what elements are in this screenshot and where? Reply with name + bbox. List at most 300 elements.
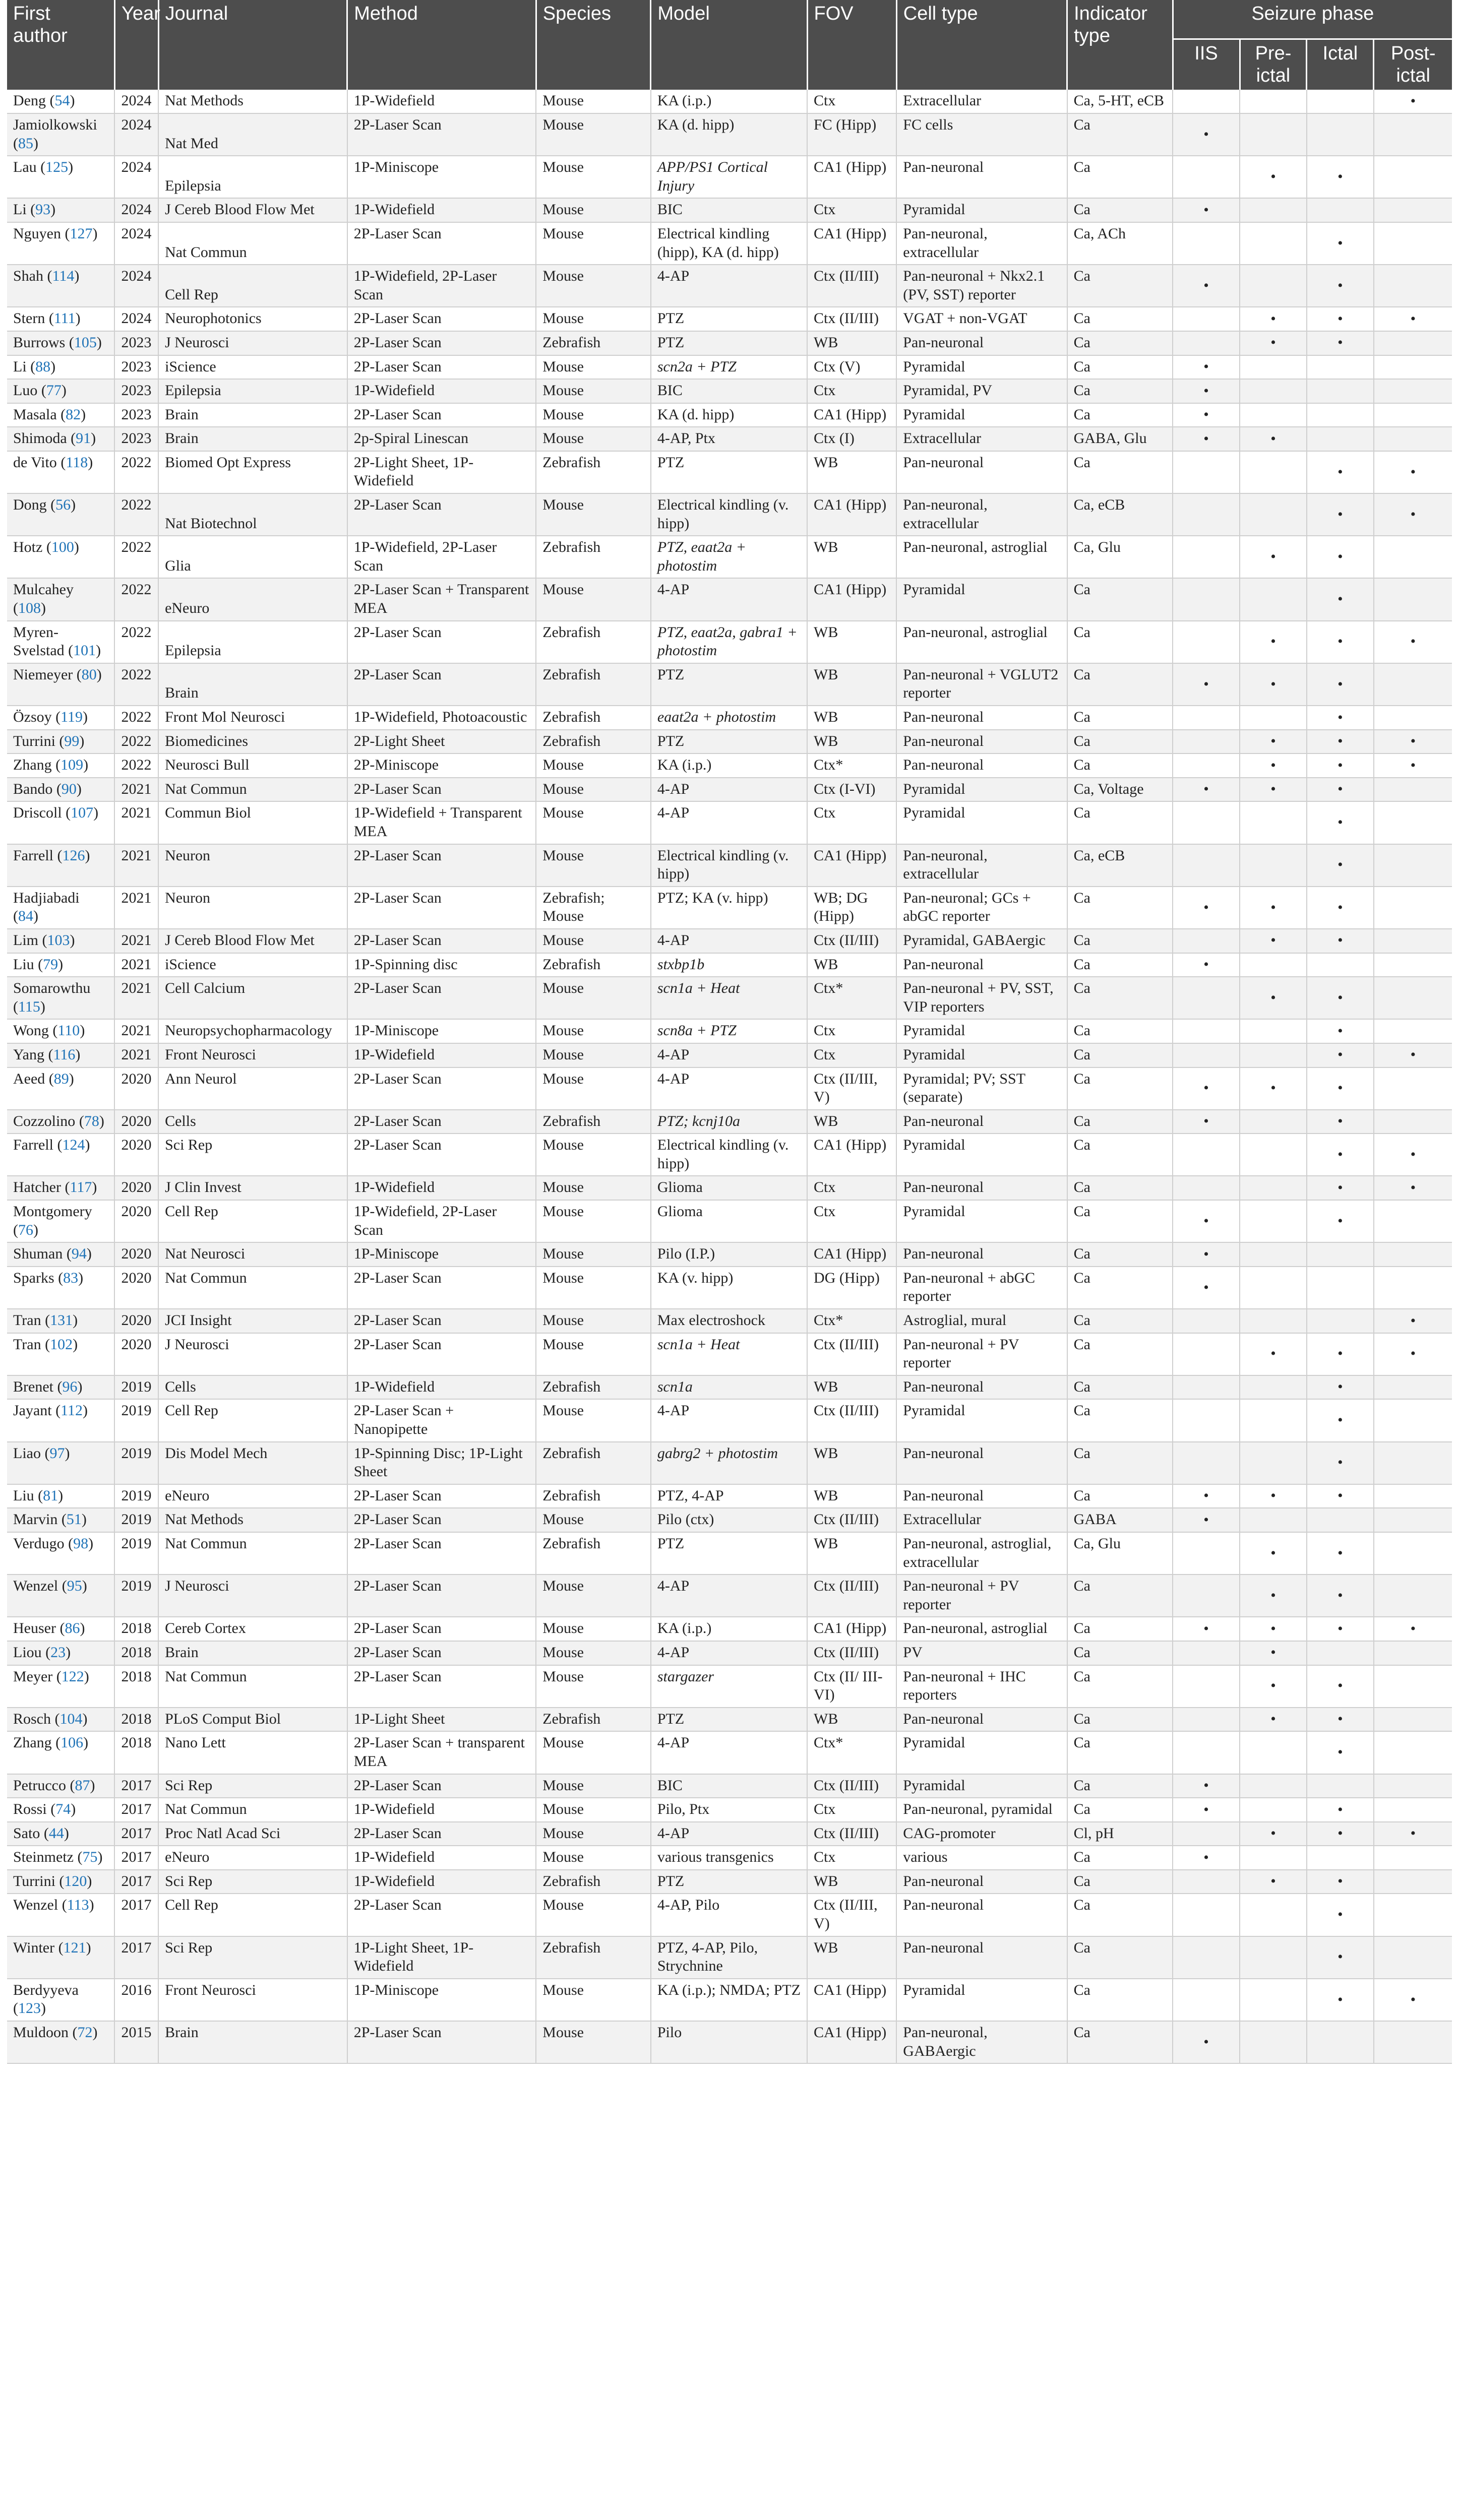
ref-close: ) xyxy=(58,1487,64,1504)
ref-close: ) xyxy=(84,1668,89,1685)
cell-indicator: Ca xyxy=(1067,355,1173,380)
header-cell-type: Cell type xyxy=(896,0,1067,90)
cell-journal: Cell Rep xyxy=(158,1399,347,1441)
reference-link[interactable]: 109 xyxy=(60,757,84,774)
cell-journal: Nat Methods xyxy=(158,90,347,113)
cell-year: 2017 xyxy=(114,1774,158,1798)
reference-link[interactable]: 113 xyxy=(67,1897,89,1914)
cell-method: 1P-Widefield, 2P-Laser Scan xyxy=(347,1200,536,1242)
cell-ictal: • xyxy=(1307,1617,1374,1641)
cell-ictal xyxy=(1307,427,1374,451)
cell-cell-type: Pan-neuronal xyxy=(896,706,1067,730)
reference-link[interactable]: 85 xyxy=(18,135,33,152)
cell-method: 2P-Laser Scan xyxy=(347,1822,536,1846)
cell-method: 2P-Laser Scan xyxy=(347,1574,536,1617)
reference-link[interactable]: 127 xyxy=(70,225,93,242)
author-name: Deng xyxy=(13,92,46,109)
cell-indicator: Ca xyxy=(1067,1574,1173,1617)
reference-link[interactable]: 131 xyxy=(50,1312,73,1329)
reference-link[interactable]: 102 xyxy=(50,1336,73,1353)
reference-link[interactable]: 124 xyxy=(62,1137,85,1154)
table-row xyxy=(7,451,1452,493)
cell-postictal xyxy=(1374,663,1452,706)
cell-model: eaat2a + photostim xyxy=(651,706,807,730)
cell-year: 2020 xyxy=(114,1309,158,1333)
cell-model: KA (d. hipp) xyxy=(651,403,807,427)
cell-preictal xyxy=(1240,1508,1307,1532)
ref-open: ( xyxy=(67,430,76,447)
author-name: Dong xyxy=(13,496,47,514)
cell-species: Mouse xyxy=(536,1574,651,1617)
cell-author xyxy=(7,621,114,663)
reference-link[interactable]: 91 xyxy=(76,430,91,447)
cell-model: PTZ xyxy=(651,663,807,706)
reference-link[interactable]: 72 xyxy=(77,2024,93,2041)
cell-journal: Nat Methods xyxy=(158,1508,347,1532)
cell-model: 4-AP xyxy=(651,801,807,844)
cell-model: Pilo (I.P.) xyxy=(651,1242,807,1267)
table-row xyxy=(7,730,1452,754)
reference-link[interactable]: 54 xyxy=(54,92,70,109)
cell-author xyxy=(7,1508,114,1532)
cell-postictal: • xyxy=(1374,1979,1452,2021)
cell-indicator: Ca xyxy=(1067,1708,1173,1732)
cell-cell-type: Extracellular xyxy=(896,427,1067,451)
cell-indicator: Ca xyxy=(1067,953,1173,977)
reference-link[interactable]: 75 xyxy=(82,1849,98,1866)
cell-fov: CA1 (Hipp) xyxy=(807,578,896,620)
cell-postictal xyxy=(1374,1508,1452,1532)
cell-journal: Brain xyxy=(158,1641,347,1665)
author-name: Liu xyxy=(13,956,34,973)
cell-model: PTZ, eaat2a + photostim xyxy=(651,536,807,578)
cell-species: Mouse xyxy=(536,753,651,778)
reference-link[interactable]: 107 xyxy=(71,804,94,822)
cell-preictal xyxy=(1240,1176,1307,1200)
author-name: Zhang xyxy=(13,1734,52,1751)
cell-cell-type: Pan-neuronal; GCs + abGC reporter xyxy=(896,887,1067,929)
ref-close: ) xyxy=(82,1578,87,1595)
cell-journal: Cells xyxy=(158,1375,347,1400)
cell-iis xyxy=(1173,331,1240,355)
reference-link[interactable]: 77 xyxy=(46,382,62,399)
cell-author xyxy=(7,1200,114,1242)
cell-indicator: Ca xyxy=(1067,578,1173,620)
cell-postictal: • xyxy=(1374,307,1452,331)
cell-postictal xyxy=(1374,778,1452,802)
ref-close: ) xyxy=(50,358,56,375)
table-row xyxy=(7,578,1452,620)
reference-link[interactable]: 115 xyxy=(18,998,40,1015)
cell-species: Mouse xyxy=(536,1979,651,2021)
cell-indicator: Ca xyxy=(1067,1267,1173,1309)
cell-species: Zebrafish xyxy=(536,706,651,730)
cell-postictal xyxy=(1374,1067,1452,1110)
cell-method: 2P-Laser Scan xyxy=(347,1333,536,1375)
cell-author xyxy=(7,1894,114,1936)
reference-link[interactable]: 106 xyxy=(60,1734,84,1751)
ref-open: ( xyxy=(64,1535,74,1552)
cell-journal: Epilepsia xyxy=(158,379,347,403)
reference-link[interactable]: 82 xyxy=(66,406,81,423)
reference-link[interactable]: 112 xyxy=(60,1402,83,1419)
cell-model: PTZ; kcnj10a xyxy=(651,1110,807,1134)
cell-postictal xyxy=(1374,953,1452,977)
cell-ictal: • xyxy=(1307,1484,1374,1508)
reference-link[interactable]: 119 xyxy=(60,709,83,725)
cell-ictal: • xyxy=(1307,1375,1374,1400)
cell-year: 2021 xyxy=(114,887,158,929)
cell-journal: Nat Biotechnol xyxy=(158,493,347,536)
header-seizure-phase: Seizure phase xyxy=(1173,0,1452,39)
ref-open: ( xyxy=(58,1578,67,1595)
reference-link[interactable]: 88 xyxy=(35,358,51,375)
cell-author xyxy=(7,355,114,380)
table-row xyxy=(7,778,1452,802)
cell-author xyxy=(7,929,114,953)
cell-year: 2017 xyxy=(114,1894,158,1936)
cell-author xyxy=(7,403,114,427)
cell-year: 2021 xyxy=(114,844,158,887)
cell-fov: Ctx xyxy=(807,1019,896,1043)
cell-species: Mouse xyxy=(536,1894,651,1936)
cell-preictal xyxy=(1240,1133,1307,1176)
cell-cell-type: Pyramidal xyxy=(896,403,1067,427)
table-row xyxy=(7,1665,1452,1708)
cell-model: stxbp1b xyxy=(651,953,807,977)
cell-ictal: • xyxy=(1307,265,1374,307)
ref-close: ) xyxy=(79,732,85,749)
ref-close: ) xyxy=(88,1535,94,1552)
cell-iis: • xyxy=(1173,663,1240,706)
cell-year: 2018 xyxy=(114,1708,158,1732)
reference-link[interactable]: 95 xyxy=(67,1578,82,1595)
cell-model: APP/PS1 Cortical Injury xyxy=(651,156,807,198)
cell-ictal xyxy=(1307,953,1374,977)
author-name: Masala xyxy=(13,406,57,423)
cell-model: KA (i.p.) xyxy=(651,90,807,113)
reference-link[interactable]: 56 xyxy=(55,496,71,514)
reference-link[interactable]: 121 xyxy=(63,1939,86,1956)
cell-fov: WB xyxy=(807,1442,896,1484)
ref-open: ( xyxy=(60,1179,70,1196)
cell-species: Mouse xyxy=(536,156,651,198)
cell-method: 2P-Laser Scan xyxy=(347,307,536,331)
cell-indicator: Ca xyxy=(1067,198,1173,222)
cell-method: 1P-Widefield xyxy=(347,90,536,113)
reference-link[interactable]: 108 xyxy=(18,600,41,617)
cell-method: 2P-Laser Scan xyxy=(347,1665,536,1708)
reference-link[interactable]: 116 xyxy=(53,1046,76,1063)
cell-iis xyxy=(1173,1043,1240,1067)
author-name: Aeed xyxy=(13,1070,45,1087)
cell-species: Mouse xyxy=(536,1309,651,1333)
cell-model: gabrg2 + photostim xyxy=(651,1442,807,1484)
cell-ictal: • xyxy=(1307,1043,1374,1067)
cell-fov: CA1 (Hipp) xyxy=(807,493,896,536)
reference-link[interactable]: 96 xyxy=(62,1378,78,1395)
cell-cell-type: Pan-neuronal + VGLUT2 reporter xyxy=(896,663,1067,706)
reference-link[interactable]: 51 xyxy=(66,1511,82,1528)
cell-species: Zebrafish xyxy=(536,730,651,754)
ref-open: ( xyxy=(62,804,71,822)
cell-year: 2017 xyxy=(114,1936,158,1979)
reference-link[interactable]: 100 xyxy=(51,539,74,556)
cell-method: 1P-Miniscope xyxy=(347,1019,536,1043)
table-row xyxy=(7,1846,1452,1870)
cell-postictal xyxy=(1374,379,1452,403)
cell-ictal: • xyxy=(1307,1708,1374,1732)
cell-journal: Proc Natl Acad Sci xyxy=(158,1822,347,1846)
cell-cell-type: Pyramidal xyxy=(896,355,1067,380)
reference-link[interactable]: 84 xyxy=(18,908,33,925)
cell-year: 2017 xyxy=(114,1846,158,1870)
header-ictal: Ictal xyxy=(1307,39,1374,90)
cell-indicator: Ca xyxy=(1067,1399,1173,1441)
cell-year: 2024 xyxy=(114,156,158,198)
cell-author xyxy=(7,1043,114,1067)
cell-year: 2020 xyxy=(114,1242,158,1267)
cell-author xyxy=(7,1399,114,1441)
cell-indicator: Ca xyxy=(1067,1176,1173,1200)
reference-link[interactable]: 103 xyxy=(47,931,70,949)
cell-journal: JCI Insight xyxy=(158,1309,347,1333)
cell-journal: Biomed Opt Express xyxy=(158,451,347,493)
reference-link[interactable]: 105 xyxy=(74,334,97,351)
cell-cell-type: Pyramidal xyxy=(896,1399,1067,1441)
cell-fov: Ctx (II/III) xyxy=(807,1574,896,1617)
cell-journal: Nat Commun xyxy=(158,778,347,802)
ref-open: ( xyxy=(46,496,56,514)
reference-link[interactable]: 104 xyxy=(59,1710,83,1727)
ref-open: ( xyxy=(37,382,46,399)
cell-ictal: • xyxy=(1307,331,1374,355)
ref-close: ) xyxy=(87,1872,92,1889)
author-name: Nguyen xyxy=(13,225,61,242)
cell-ictal xyxy=(1307,1508,1374,1532)
cell-species: Mouse xyxy=(536,1508,651,1532)
cell-species: Mouse xyxy=(536,1641,651,1665)
cell-indicator: Ca xyxy=(1067,887,1173,929)
author-name: Wenzel xyxy=(13,1897,58,1914)
cell-journal: J Neurosci xyxy=(158,331,347,355)
reference-link[interactable]: 114 xyxy=(52,268,75,285)
reference-link[interactable]: 110 xyxy=(57,1022,80,1039)
ref-open: ( xyxy=(26,358,36,375)
cell-fov: WB xyxy=(807,621,896,663)
reference-link[interactable]: 123 xyxy=(18,2000,41,2017)
reference-link[interactable]: 98 xyxy=(73,1535,89,1552)
cell-fov: Ctx* xyxy=(807,977,896,1019)
cell-method: 2P-Laser Scan xyxy=(347,222,536,265)
ref-close: ) xyxy=(93,804,99,822)
cell-fov: CA1 (Hipp) xyxy=(807,222,896,265)
cell-iis: • xyxy=(1173,427,1240,451)
ref-close: ) xyxy=(69,1070,74,1087)
reference-link[interactable]: 44 xyxy=(48,1824,64,1842)
reference-link[interactable]: 90 xyxy=(61,780,77,797)
cell-journal: eNeuro xyxy=(158,1484,347,1508)
reference-link[interactable]: 76 xyxy=(18,1221,33,1238)
cell-cell-type: Pan-neuronal + PV, SST, VIP reporters xyxy=(896,977,1067,1019)
cell-preictal: • xyxy=(1240,1708,1307,1732)
cell-method: 1P-Widefield xyxy=(347,1176,536,1200)
ref-close: ) xyxy=(92,1179,97,1196)
reference-link[interactable]: 89 xyxy=(53,1070,69,1087)
reference-link[interactable]: 74 xyxy=(55,1801,71,1818)
cell-fov: Ctx (II/III) xyxy=(807,1399,896,1441)
cell-method: 1P-Widefield xyxy=(347,1846,536,1870)
reference-link[interactable]: 99 xyxy=(64,732,80,749)
reference-link[interactable]: 83 xyxy=(63,1269,79,1286)
cell-method: 2P-Laser Scan + Transparent MEA xyxy=(347,578,536,620)
reference-link[interactable]: 94 xyxy=(71,1245,87,1263)
author-name: Jamiolkowski xyxy=(13,116,97,133)
reference-link[interactable]: 23 xyxy=(50,1644,66,1661)
cell-preictal xyxy=(1240,198,1307,222)
cell-method: 2P-Laser Scan xyxy=(347,1133,536,1176)
cell-indicator: Ca xyxy=(1067,1309,1173,1333)
header-model: Model xyxy=(651,0,807,90)
cell-author xyxy=(7,198,114,222)
ref-close: ) xyxy=(89,1897,94,1914)
cell-preictal: • xyxy=(1240,427,1307,451)
table-row xyxy=(7,222,1452,265)
cell-cell-type: Pan-neuronal xyxy=(896,1375,1067,1400)
cell-iis xyxy=(1173,451,1240,493)
reference-link[interactable]: 87 xyxy=(75,1777,90,1794)
cell-year: 2019 xyxy=(114,1442,158,1484)
cell-year: 2020 xyxy=(114,1110,158,1134)
cell-journal: iScience xyxy=(158,953,347,977)
ref-open: ( xyxy=(45,92,55,109)
reference-link[interactable]: 111 xyxy=(53,310,76,327)
cell-author xyxy=(7,265,114,307)
table-row xyxy=(7,265,1452,307)
table-row xyxy=(7,706,1452,730)
cell-cell-type: Pyramidal xyxy=(896,1774,1067,1798)
cell-ictal: • xyxy=(1307,621,1374,663)
reference-link[interactable]: 122 xyxy=(61,1668,84,1685)
cell-method: 2P-Miniscope xyxy=(347,753,536,778)
cell-fov: Ctx (II/III) xyxy=(807,1822,896,1846)
author-name: Hotz xyxy=(13,539,43,556)
ref-open: ( xyxy=(13,135,18,152)
cell-cell-type: Pan-neuronal xyxy=(896,156,1067,198)
ref-close: ) xyxy=(33,908,38,925)
cell-author xyxy=(7,1532,114,1574)
table-row xyxy=(7,1133,1452,1176)
cell-ictal: • xyxy=(1307,706,1374,730)
cell-model: KA (i.p.) xyxy=(651,1617,807,1641)
header-first-author: First author xyxy=(7,0,114,90)
reference-link[interactable]: 79 xyxy=(43,956,58,973)
cell-method: 1P-Widefield xyxy=(347,1043,536,1067)
ref-open: ( xyxy=(73,1849,83,1866)
cell-ictal: • xyxy=(1307,222,1374,265)
cell-indicator: Ca, Voltage xyxy=(1067,778,1173,802)
author-name: Turrini xyxy=(13,732,55,749)
reference-link[interactable]: 81 xyxy=(43,1487,58,1504)
reference-link[interactable]: 86 xyxy=(65,1620,80,1637)
cell-preictal xyxy=(1240,1774,1307,1798)
ref-close: ) xyxy=(41,600,46,617)
cell-indicator: Ca xyxy=(1067,1774,1173,1798)
reference-link[interactable]: 97 xyxy=(49,1444,65,1462)
cell-journal: Neurophotonics xyxy=(158,307,347,331)
cell-preictal xyxy=(1240,1846,1307,1870)
cell-species: Mouse xyxy=(536,1200,651,1242)
cell-ictal xyxy=(1307,1846,1374,1870)
cell-author xyxy=(7,1617,114,1641)
cell-cell-type: Pan-neuronal, GABAergic xyxy=(896,2021,1067,2063)
cell-iis xyxy=(1173,753,1240,778)
reference-link[interactable]: 120 xyxy=(64,1872,87,1889)
cell-ictal: • xyxy=(1307,1442,1374,1484)
cell-indicator: Ca xyxy=(1067,1200,1173,1242)
cell-author xyxy=(7,379,114,403)
cell-iis: • xyxy=(1173,1484,1240,1508)
reference-link[interactable]: 126 xyxy=(62,847,85,864)
table-row xyxy=(7,1894,1452,1936)
cell-model: scn2a + PTZ xyxy=(651,355,807,380)
table-row xyxy=(7,953,1452,977)
cell-author xyxy=(7,1019,114,1043)
cell-journal: Nat Commun xyxy=(158,1532,347,1574)
ref-close: ) xyxy=(33,135,38,152)
reference-link[interactable]: 117 xyxy=(70,1179,92,1196)
cell-preictal xyxy=(1240,1242,1307,1267)
cell-preictal: • xyxy=(1240,1617,1307,1641)
cell-method: 2P-Laser Scan xyxy=(347,1067,536,1110)
cell-method: 1P-Widefield xyxy=(347,1375,536,1400)
cell-preictal: • xyxy=(1240,753,1307,778)
reference-link[interactable]: 93 xyxy=(35,201,51,218)
cell-postictal xyxy=(1374,1870,1452,1894)
author-name: Yang xyxy=(13,1046,44,1063)
cell-journal: Nat Commun xyxy=(158,1665,347,1708)
cell-indicator: Ca, eCB xyxy=(1067,844,1173,887)
reference-link[interactable]: 118 xyxy=(66,454,88,471)
cell-cell-type: Pan-neuronal xyxy=(896,1870,1067,1894)
ref-open: ( xyxy=(13,908,18,925)
cell-indicator: Ca xyxy=(1067,1894,1173,1936)
header-indicator-type: Indicator type xyxy=(1067,0,1173,90)
author-name: Mulcahey xyxy=(13,581,74,598)
cell-method: 2P-Light Sheet, 1P-Widefield xyxy=(347,451,536,493)
cell-cell-type: Pan-neuronal xyxy=(896,331,1067,355)
cell-preictal xyxy=(1240,355,1307,380)
cell-postictal: • xyxy=(1374,1176,1452,1200)
cell-fov: CA1 (Hipp) xyxy=(807,1133,896,1176)
cell-postictal xyxy=(1374,427,1452,451)
cell-journal: Sci Rep xyxy=(158,1870,347,1894)
reference-link[interactable]: 80 xyxy=(81,666,97,683)
reference-link[interactable]: 78 xyxy=(84,1112,99,1129)
cell-ictal: • xyxy=(1307,753,1374,778)
reference-link[interactable]: 101 xyxy=(73,642,96,659)
cell-author xyxy=(7,1375,114,1400)
author-name: Shuman xyxy=(13,1245,63,1263)
cell-author xyxy=(7,156,114,198)
cell-postictal xyxy=(1374,1484,1452,1508)
reference-link[interactable]: 125 xyxy=(45,159,69,176)
cell-journal: Glia xyxy=(158,536,347,578)
cell-year: 2019 xyxy=(114,1508,158,1532)
table-row xyxy=(7,621,1452,663)
cell-method: 2P-Laser Scan xyxy=(347,403,536,427)
cell-postictal xyxy=(1374,1798,1452,1822)
